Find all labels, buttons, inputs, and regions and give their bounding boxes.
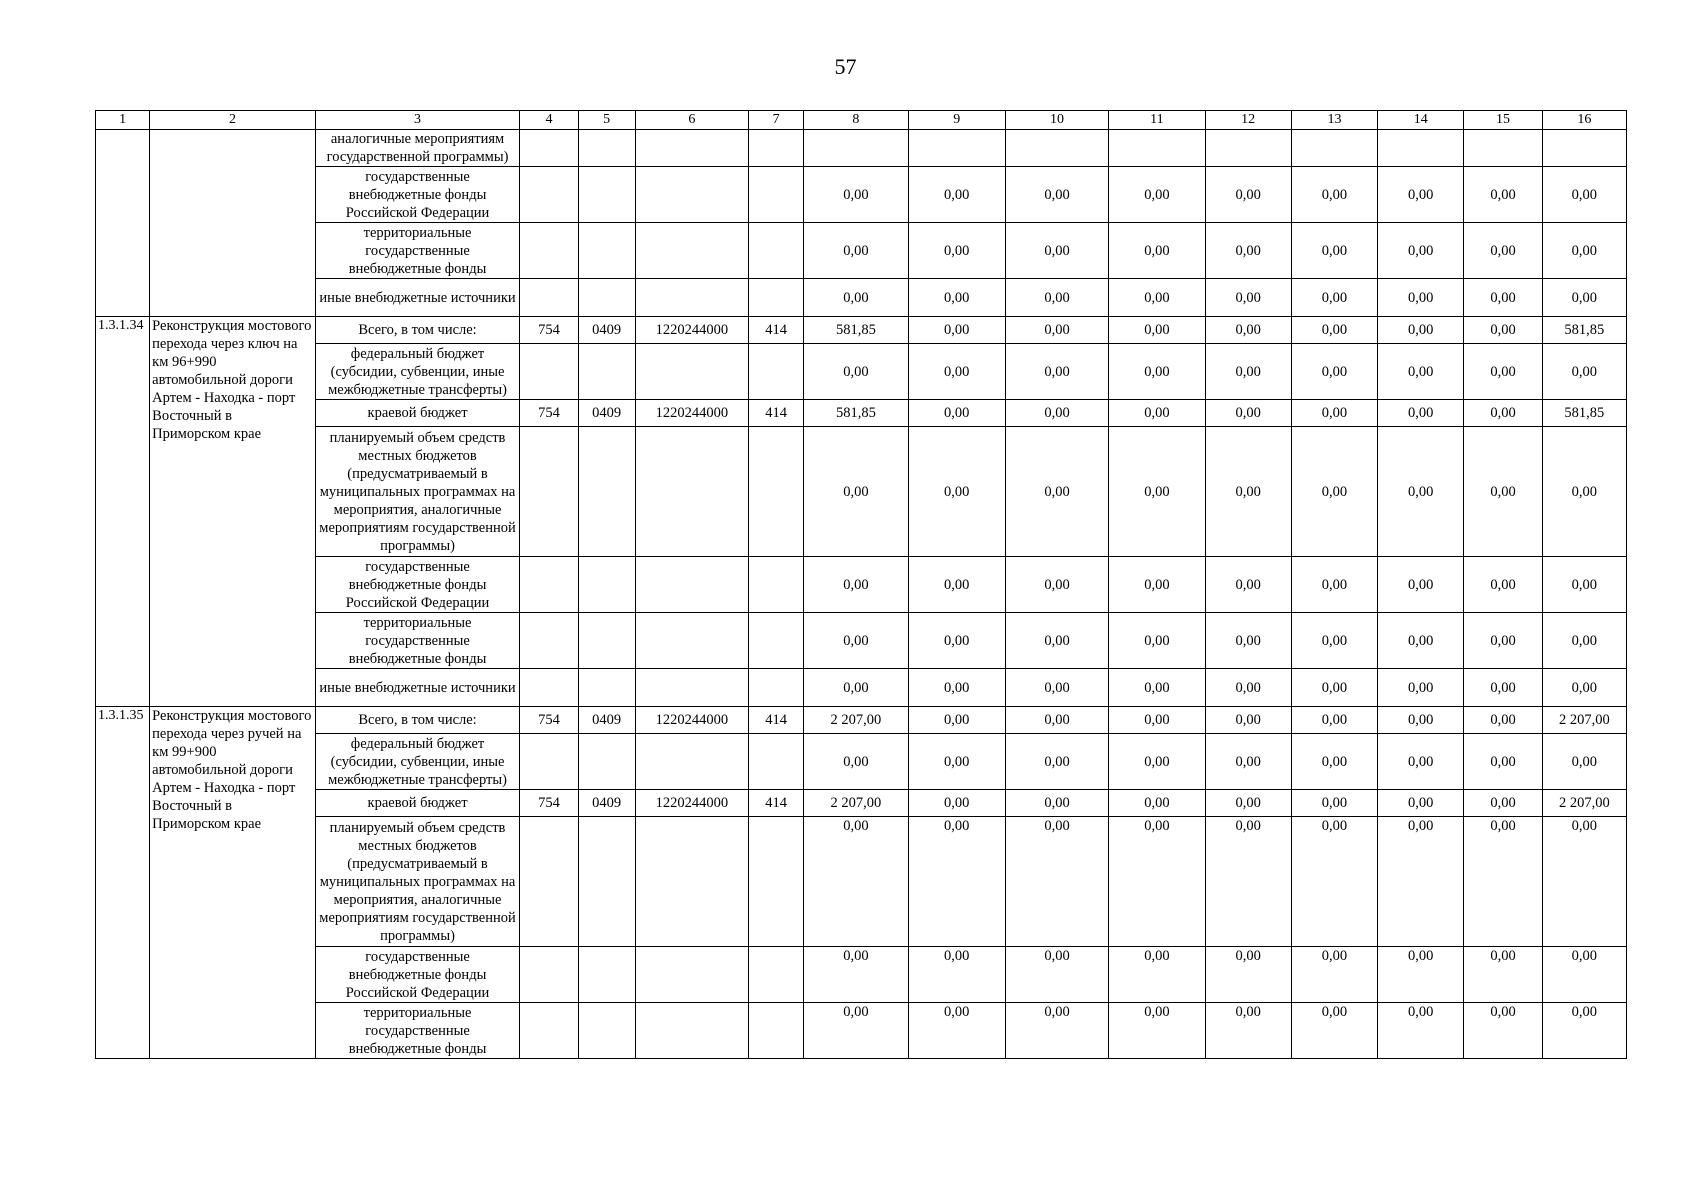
col-header: 11: [1109, 111, 1205, 130]
funding-source: краевой бюджет: [315, 790, 520, 817]
value-cell: 0,00: [1464, 223, 1542, 279]
table-row: [96, 400, 1627, 427]
code-cell: 1220244000: [635, 317, 748, 344]
item-code: 1.3.1.34: [96, 317, 150, 707]
value-cell: 2 207,00: [1542, 707, 1626, 734]
value-cell: 0,00: [1205, 817, 1291, 947]
code-cell: 0409: [578, 707, 635, 734]
value-cell: 0,00: [1542, 1003, 1626, 1059]
value-cell: [1291, 130, 1377, 167]
value-cell: 0,00: [1109, 223, 1205, 279]
code-cell: [520, 817, 578, 947]
code-cell: [578, 669, 635, 707]
value-cell: 0,00: [804, 557, 908, 613]
value-cell: 0,00: [1464, 279, 1542, 317]
value-cell: 0,00: [1378, 223, 1464, 279]
value-cell: 0,00: [1205, 223, 1291, 279]
value-cell: 0,00: [1464, 613, 1542, 669]
value-cell: 0,00: [804, 427, 908, 557]
code-cell: [749, 557, 804, 613]
col-header: 2: [150, 111, 316, 130]
funding-source: территориальные государственные внебюджетные фонды: [315, 1003, 520, 1059]
code-cell: 1220244000: [635, 707, 748, 734]
code-cell: 0409: [578, 790, 635, 817]
value-cell: 0,00: [804, 1003, 908, 1059]
value-cell: 0,00: [1205, 947, 1291, 1003]
value-cell: 0,00: [1378, 790, 1464, 817]
code-cell: 414: [749, 317, 804, 344]
code-cell: [520, 1003, 578, 1059]
table-row: [96, 790, 1627, 817]
value-cell: 0,00: [1291, 669, 1377, 707]
value-cell: 0,00: [1542, 669, 1626, 707]
value-cell: 0,00: [804, 279, 908, 317]
funding-source: иные внебюджетные источники: [315, 279, 520, 317]
code-cell: [578, 130, 635, 167]
value-cell: [804, 130, 908, 167]
code-cell: 754: [520, 707, 578, 734]
value-cell: 0,00: [1542, 734, 1626, 790]
value-cell: 0,00: [1464, 669, 1542, 707]
value-cell: 0,00: [1291, 613, 1377, 669]
value-cell: 0,00: [908, 400, 1005, 427]
value-cell: 581,85: [1542, 400, 1626, 427]
value-cell: 0,00: [1291, 344, 1377, 400]
value-cell: 0,00: [908, 317, 1005, 344]
value-cell: 0,00: [1542, 279, 1626, 317]
col-header: 13: [1291, 111, 1377, 130]
code-cell: [578, 947, 635, 1003]
code-cell: [520, 279, 578, 317]
value-cell: 0,00: [1464, 400, 1542, 427]
code-cell: [520, 344, 578, 400]
value-cell: 0,00: [1005, 317, 1108, 344]
value-cell: 0,00: [1291, 1003, 1377, 1059]
value-cell: 0,00: [1205, 790, 1291, 817]
value-cell: 0,00: [1542, 223, 1626, 279]
value-cell: 0,00: [1464, 790, 1542, 817]
value-cell: 0,00: [1542, 167, 1626, 223]
value-cell: 0,00: [1378, 557, 1464, 613]
funding-source: Всего, в том числе:: [315, 317, 520, 344]
value-cell: 0,00: [1464, 734, 1542, 790]
col-header: 5: [578, 111, 635, 130]
col-header: 9: [908, 111, 1005, 130]
col-header: 14: [1378, 111, 1464, 130]
funding-source: государственные внебюджетные фонды Российской Федерации: [315, 557, 520, 613]
code-cell: [578, 167, 635, 223]
table-row: [96, 279, 1627, 317]
code-cell: 414: [749, 400, 804, 427]
value-cell: 0,00: [908, 279, 1005, 317]
code-cell: 1220244000: [635, 400, 748, 427]
funding-source: Всего, в том числе:: [315, 707, 520, 734]
code-cell: [578, 223, 635, 279]
value-cell: 0,00: [1291, 279, 1377, 317]
value-cell: 0,00: [1378, 734, 1464, 790]
value-cell: 0,00: [1464, 167, 1542, 223]
value-cell: 0,00: [1291, 557, 1377, 613]
value-cell: 0,00: [1005, 279, 1108, 317]
value-cell: 2 207,00: [804, 790, 908, 817]
value-cell: 0,00: [1464, 817, 1542, 947]
value-cell: 0,00: [1109, 707, 1205, 734]
value-cell: 0,00: [1005, 817, 1108, 947]
value-cell: 0,00: [908, 613, 1005, 669]
value-cell: 0,00: [804, 344, 908, 400]
value-cell: 0,00: [1205, 707, 1291, 734]
value-cell: 0,00: [1291, 790, 1377, 817]
value-cell: 0,00: [1291, 167, 1377, 223]
funding-source: государственные внебюджетные фонды Российской Федерации: [315, 947, 520, 1003]
col-header: 3: [315, 111, 520, 130]
value-cell: 0,00: [804, 734, 908, 790]
value-cell: 0,00: [1109, 790, 1205, 817]
table-row: [96, 734, 1627, 790]
value-cell: 0,00: [1378, 317, 1464, 344]
code-cell: [749, 344, 804, 400]
value-cell: 0,00: [1464, 427, 1542, 557]
code-cell: [578, 734, 635, 790]
code-cell: [578, 279, 635, 317]
value-cell: 0,00: [1378, 947, 1464, 1003]
code-cell: [749, 427, 804, 557]
value-cell: 0,00: [1378, 279, 1464, 317]
value-cell: [1205, 130, 1291, 167]
code-cell: [749, 669, 804, 707]
table-row: [96, 1003, 1627, 1059]
value-cell: 0,00: [1005, 790, 1108, 817]
value-cell: 0,00: [1109, 669, 1205, 707]
value-cell: 0,00: [1205, 669, 1291, 707]
item-code: 1.3.1.35: [96, 707, 150, 1059]
value-cell: 0,00: [1005, 669, 1108, 707]
funding-source: краевой бюджет: [315, 400, 520, 427]
table-row: [96, 167, 1627, 223]
table-row: [96, 557, 1627, 613]
page-number: 57: [834, 54, 857, 79]
table-row: [96, 130, 1627, 167]
value-cell: 0,00: [1109, 817, 1205, 947]
value-cell: 0,00: [908, 223, 1005, 279]
code-cell: 0409: [578, 317, 635, 344]
value-cell: 0,00: [1291, 707, 1377, 734]
value-cell: [1464, 130, 1542, 167]
item-name: Реконструкция мостового перехода через ручей на км 99+900 автомобильной дороги Артем - Находка - порт Восточный в Приморском крае: [150, 707, 316, 1059]
col-header: 7: [749, 111, 804, 130]
code-cell: [749, 130, 804, 167]
funding-source: территориальные государственные внебюджетные фонды: [315, 223, 520, 279]
code-cell: 1220244000: [635, 790, 748, 817]
code-cell: [578, 613, 635, 669]
code-cell: [520, 223, 578, 279]
value-cell: 0,00: [804, 167, 908, 223]
value-cell: 0,00: [1205, 400, 1291, 427]
value-cell: 0,00: [1378, 1003, 1464, 1059]
code-cell: [635, 130, 748, 167]
value-cell: [1542, 130, 1626, 167]
code-cell: 414: [749, 790, 804, 817]
table-row: [96, 317, 1627, 344]
funding-source: иные внебюджетные источники: [315, 669, 520, 707]
value-cell: 2 207,00: [1542, 790, 1626, 817]
value-cell: 0,00: [1109, 613, 1205, 669]
value-cell: 0,00: [908, 1003, 1005, 1059]
table-row: [96, 223, 1627, 279]
item-code: [96, 130, 150, 317]
code-cell: [578, 427, 635, 557]
code-cell: 0409: [578, 400, 635, 427]
value-cell: 0,00: [908, 167, 1005, 223]
value-cell: 0,00: [1005, 344, 1108, 400]
value-cell: 0,00: [1005, 400, 1108, 427]
value-cell: 0,00: [1542, 557, 1626, 613]
code-cell: [749, 817, 804, 947]
value-cell: 581,85: [804, 317, 908, 344]
value-cell: 0,00: [1109, 1003, 1205, 1059]
value-cell: 0,00: [1464, 707, 1542, 734]
table-row: [96, 613, 1627, 669]
code-cell: [749, 947, 804, 1003]
funding-source: территориальные государственные внебюджетные фонды: [315, 613, 520, 669]
value-cell: 0,00: [1205, 344, 1291, 400]
value-cell: 0,00: [1109, 167, 1205, 223]
value-cell: 0,00: [1109, 947, 1205, 1003]
value-cell: 0,00: [1542, 344, 1626, 400]
value-cell: 0,00: [908, 427, 1005, 557]
code-cell: [520, 130, 578, 167]
funding-source: планируемый объем средств местных бюджетов (предусматриваемый в муниципальных программах на мероприятия, аналогичные мероприятиям государственной программы): [315, 427, 520, 557]
value-cell: 0,00: [1109, 427, 1205, 557]
value-cell: 0,00: [1378, 669, 1464, 707]
value-cell: 0,00: [1205, 427, 1291, 557]
value-cell: 0,00: [1005, 427, 1108, 557]
value-cell: 0,00: [1291, 947, 1377, 1003]
code-cell: [578, 557, 635, 613]
code-cell: [635, 167, 748, 223]
value-cell: 0,00: [1542, 613, 1626, 669]
col-header: 16: [1542, 111, 1626, 130]
code-cell: [578, 817, 635, 947]
code-cell: [749, 734, 804, 790]
value-cell: 0,00: [804, 669, 908, 707]
value-cell: 0,00: [1205, 167, 1291, 223]
value-cell: 2 207,00: [804, 707, 908, 734]
value-cell: 0,00: [1205, 557, 1291, 613]
value-cell: 0,00: [1005, 613, 1108, 669]
table-row: [96, 817, 1627, 947]
value-cell: 0,00: [1291, 427, 1377, 557]
value-cell: 0,00: [1464, 947, 1542, 1003]
value-cell: 581,85: [804, 400, 908, 427]
code-cell: [749, 223, 804, 279]
code-cell: [520, 557, 578, 613]
code-cell: [635, 427, 748, 557]
code-cell: [635, 734, 748, 790]
value-cell: 0,00: [908, 557, 1005, 613]
code-cell: [520, 613, 578, 669]
col-header: 12: [1205, 111, 1291, 130]
col-header: 15: [1464, 111, 1542, 130]
value-cell: 0,00: [1291, 734, 1377, 790]
value-cell: 0,00: [1205, 279, 1291, 317]
code-cell: [635, 557, 748, 613]
value-cell: 0,00: [1005, 1003, 1108, 1059]
value-cell: 0,00: [1291, 317, 1377, 344]
code-cell: [520, 167, 578, 223]
col-header: 10: [1005, 111, 1108, 130]
value-cell: 0,00: [1378, 613, 1464, 669]
value-cell: 0,00: [1542, 947, 1626, 1003]
value-cell: 0,00: [908, 817, 1005, 947]
value-cell: 0,00: [1205, 1003, 1291, 1059]
value-cell: 0,00: [1005, 557, 1108, 613]
funding-source: государственные внебюджетные фонды Российской Федерации: [315, 167, 520, 223]
code-cell: 754: [520, 790, 578, 817]
value-cell: 0,00: [1464, 344, 1542, 400]
value-cell: [1378, 130, 1464, 167]
value-cell: 0,00: [1378, 344, 1464, 400]
value-cell: 0,00: [1005, 707, 1108, 734]
funding-source: аналогичные мероприятиям государственной программы): [315, 130, 520, 167]
code-cell: [635, 1003, 748, 1059]
value-cell: 0,00: [1378, 167, 1464, 223]
value-cell: 0,00: [908, 707, 1005, 734]
table-row: [96, 669, 1627, 707]
value-cell: 0,00: [1205, 734, 1291, 790]
value-cell: [1005, 130, 1108, 167]
code-cell: [635, 279, 748, 317]
funding-source: федеральный бюджет (субсидии, субвенции, иные межбюджетные трансферты): [315, 734, 520, 790]
code-cell: [635, 344, 748, 400]
value-cell: 0,00: [1542, 427, 1626, 557]
value-cell: 0,00: [1291, 223, 1377, 279]
code-cell: [578, 1003, 635, 1059]
value-cell: 0,00: [908, 669, 1005, 707]
item-name: Реконструкция мостового перехода через ключ на км 96+990 автомобильной дороги Артем - Находка - порт Восточный в Приморском крае: [150, 317, 316, 707]
value-cell: 0,00: [804, 947, 908, 1003]
value-cell: 0,00: [1464, 317, 1542, 344]
code-cell: [749, 167, 804, 223]
code-cell: [635, 947, 748, 1003]
code-cell: 754: [520, 317, 578, 344]
value-cell: 0,00: [804, 613, 908, 669]
code-cell: 754: [520, 400, 578, 427]
value-cell: 0,00: [1291, 400, 1377, 427]
value-cell: 0,00: [1378, 707, 1464, 734]
value-cell: 0,00: [1005, 734, 1108, 790]
code-cell: [749, 1003, 804, 1059]
value-cell: 0,00: [1464, 557, 1542, 613]
value-cell: 0,00: [804, 223, 908, 279]
col-header: 6: [635, 111, 748, 130]
value-cell: 0,00: [1109, 400, 1205, 427]
code-cell: [578, 344, 635, 400]
value-cell: 0,00: [1109, 317, 1205, 344]
value-cell: [908, 130, 1005, 167]
value-cell: 0,00: [1005, 947, 1108, 1003]
table-body: [96, 130, 1627, 1059]
col-header: 4: [520, 111, 578, 130]
table-row: [96, 344, 1627, 400]
code-cell: [520, 427, 578, 557]
value-cell: 581,85: [1542, 317, 1626, 344]
value-cell: 0,00: [908, 790, 1005, 817]
code-cell: [635, 613, 748, 669]
code-cell: 414: [749, 707, 804, 734]
code-cell: [520, 947, 578, 1003]
value-cell: 0,00: [908, 344, 1005, 400]
code-cell: [520, 734, 578, 790]
value-cell: 0,00: [1109, 279, 1205, 317]
table-row: [96, 947, 1627, 1003]
value-cell: 0,00: [1109, 557, 1205, 613]
value-cell: 0,00: [908, 947, 1005, 1003]
budget-table: [95, 110, 1627, 1059]
item-name: [150, 130, 316, 317]
value-cell: 0,00: [804, 817, 908, 947]
value-cell: 0,00: [1378, 400, 1464, 427]
code-cell: [635, 223, 748, 279]
header-row: [96, 111, 1627, 130]
value-cell: 0,00: [1205, 613, 1291, 669]
funding-source: планируемый объем средств местных бюджетов (предусматриваемый в муниципальных программах на мероприятия, аналогичные мероприятиям государственной программы): [315, 817, 520, 947]
funding-source: федеральный бюджет (субсидии, субвенции, иные межбюджетные трансферты): [315, 344, 520, 400]
value-cell: [1109, 130, 1205, 167]
value-cell: 0,00: [1205, 317, 1291, 344]
value-cell: 0,00: [1109, 344, 1205, 400]
code-cell: [635, 817, 748, 947]
col-header: 8: [804, 111, 908, 130]
value-cell: 0,00: [1542, 817, 1626, 947]
value-cell: 0,00: [908, 734, 1005, 790]
table-row: [96, 707, 1627, 734]
value-cell: 0,00: [1005, 223, 1108, 279]
code-cell: [749, 613, 804, 669]
code-cell: [749, 279, 804, 317]
value-cell: 0,00: [1378, 427, 1464, 557]
code-cell: [635, 669, 748, 707]
value-cell: 0,00: [1109, 734, 1205, 790]
code-cell: [520, 669, 578, 707]
value-cell: 0,00: [1005, 167, 1108, 223]
value-cell: 0,00: [1378, 817, 1464, 947]
value-cell: 0,00: [1291, 817, 1377, 947]
col-header: 1: [96, 111, 150, 130]
table-row: [96, 427, 1627, 557]
value-cell: 0,00: [1464, 1003, 1542, 1059]
